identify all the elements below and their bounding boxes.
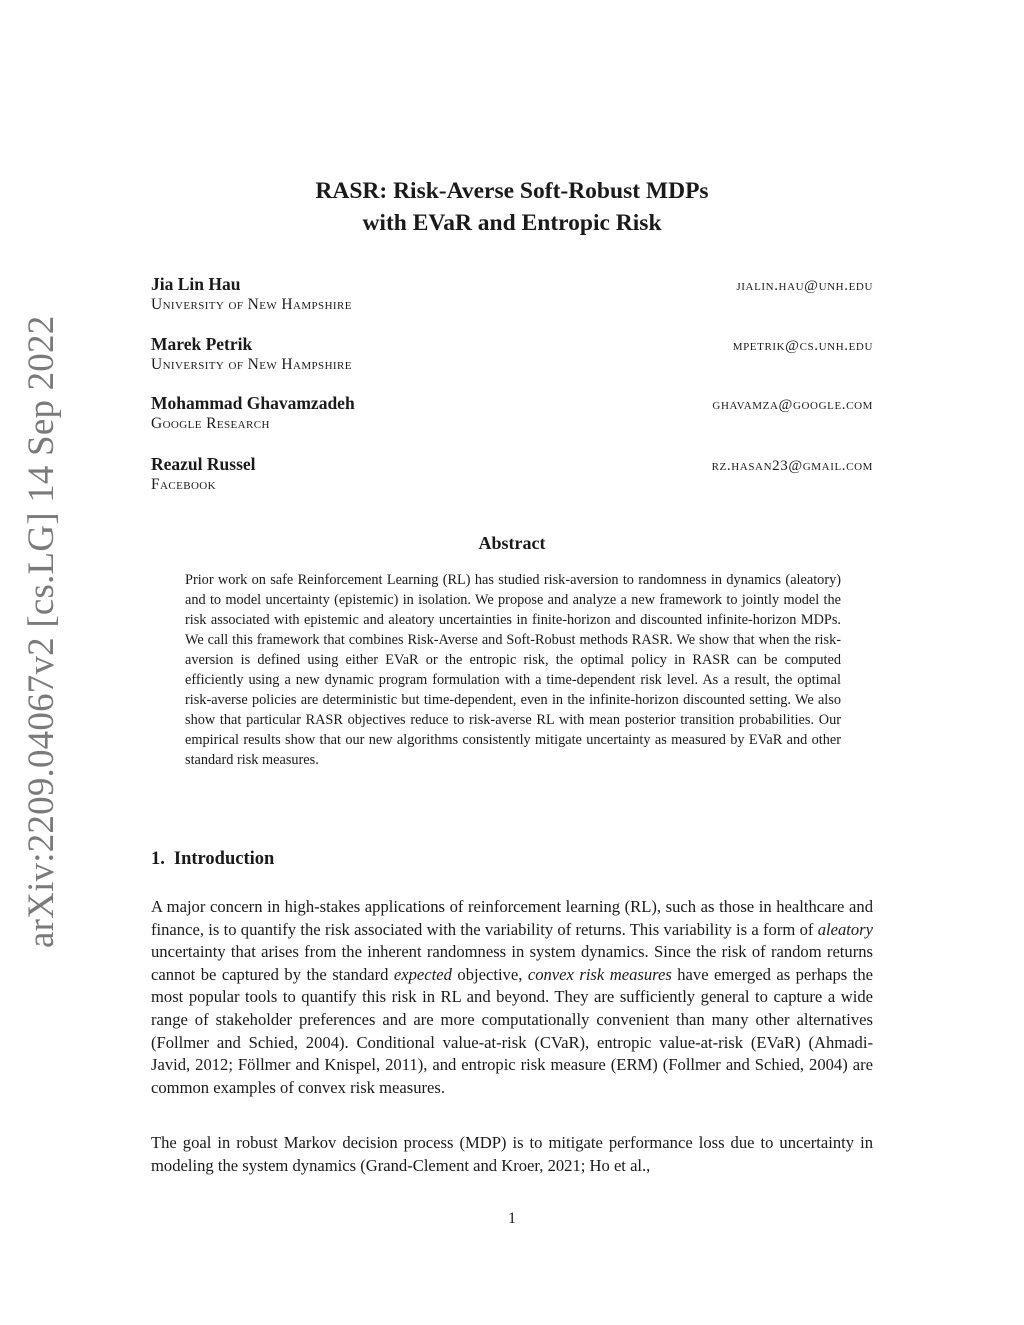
intro-paragraph-1: [151, 896, 873, 1099]
emphasis-expected: expected: [393, 964, 452, 984]
author-affiliation: Facebook: [151, 476, 216, 493]
section-heading: [151, 849, 274, 870]
author-email: jialin.hau@unh.edu: [736, 278, 873, 294]
paragraph-text: uncertainty that arises from the inherent randomness in system dynamics. Since the risk of random returns cannot be captured by the standard: [151, 942, 873, 984]
section-number: 1.: [151, 849, 165, 869]
page-number: 1: [508, 1210, 516, 1227]
intro-paragraph-2: The goal in robust Markov decision process (MDP) is to mitigate performance loss due to uncertainty in modeling the system dynamics (Grand-Clement and Kroer, 2021; Ho et al.,: [151, 1133, 873, 1175]
emphasis-aleatory: aleatory: [817, 919, 873, 939]
author-block: [151, 453, 873, 495]
author-block: [151, 333, 873, 375]
author-block: [151, 273, 873, 315]
author-email: rz.hasan23@gmail.com: [711, 458, 873, 474]
author-affiliation: University of New Hampshire: [151, 296, 352, 313]
paragraph-text: objective,: [451, 964, 528, 984]
author-email: mpetrik@cs.unh.edu: [732, 338, 873, 354]
arxiv-identifier: arXiv:2209.04067v2 [cs.LG] 14 Sep 2022: [21, 315, 62, 948]
author-email: ghavamza@google.com: [712, 397, 873, 413]
paragraph-text: A major concern in high-stakes applications of reinforcement learning (RL), such as those in healthcare and finance, is to quantify the risk associated with the variability of returns. This variability is a form of: [151, 897, 873, 939]
paragraph-text: have emerged as perhaps the most popular tools to quantify this risk in RL and beyond. They are sufficiently general to capture a wide range of stakeholder preferences and are more computationally convenient than many other alternatives (Follmer and Schied, 2004). Conditional value-at-risk (CVaR), entropic value-at-risk (EVaR) (Ahmadi-Javid, 2012; Föllmer and Knispel, 2011), and entropic risk measure (ERM) (Follmer and Schied, 2004) are common examples of convex risk measures.: [151, 964, 873, 1097]
title-line-2: with EVaR and Entropic Risk: [362, 210, 662, 236]
author-block: [151, 392, 873, 434]
author-name: Jia Lin Hau: [151, 274, 241, 294]
author-affiliation: Google Research: [151, 415, 270, 432]
emphasis-convex-risk-measures: convex risk measures: [527, 964, 672, 984]
title-line-1: RASR: Risk-Averse Soft-Robust MDPs: [315, 178, 709, 204]
abstract-heading: Abstract: [478, 533, 546, 553]
section-title: Introduction: [173, 849, 275, 869]
author-name: Reazul Russel: [151, 454, 256, 474]
author-name: Mohammad Ghavamzadeh: [151, 393, 355, 413]
paper-title: [150, 175, 874, 239]
author-name: Marek Petrik: [151, 334, 253, 354]
author-affiliation: University of New Hampshire: [151, 356, 352, 373]
abstract-text: Prior work on safe Reinforcement Learning (RL) has studied risk-aversion to randomness in dynamics (aleatory) and to model uncertainty (epistemic) in isolation. We propose and analyze a new framework to jointly model the risk associated with epistemic and aleatory uncertainties in finite-horizon and discounted infinite-horizon MDPs. We call this framework that combines Risk-Averse and Soft-Robust methods RASR. We show that when the risk-aversion is defined using either EVaR or the entropic risk, the optimal policy in RASR can be computed efficiently using a new dynamic program formulation with a time-dependent risk level. As a result, the optimal risk-averse policies are deterministic but time-dependent, even in the infinite-horizon discounted setting. We also show that particular RASR objectives reduce to risk-averse RL with mean posterior transition probabilities. Our empirical results show that our new algorithms consistently mitigate uncertainty as measured by EVaR and other standard risk measures.: [185, 572, 841, 768]
